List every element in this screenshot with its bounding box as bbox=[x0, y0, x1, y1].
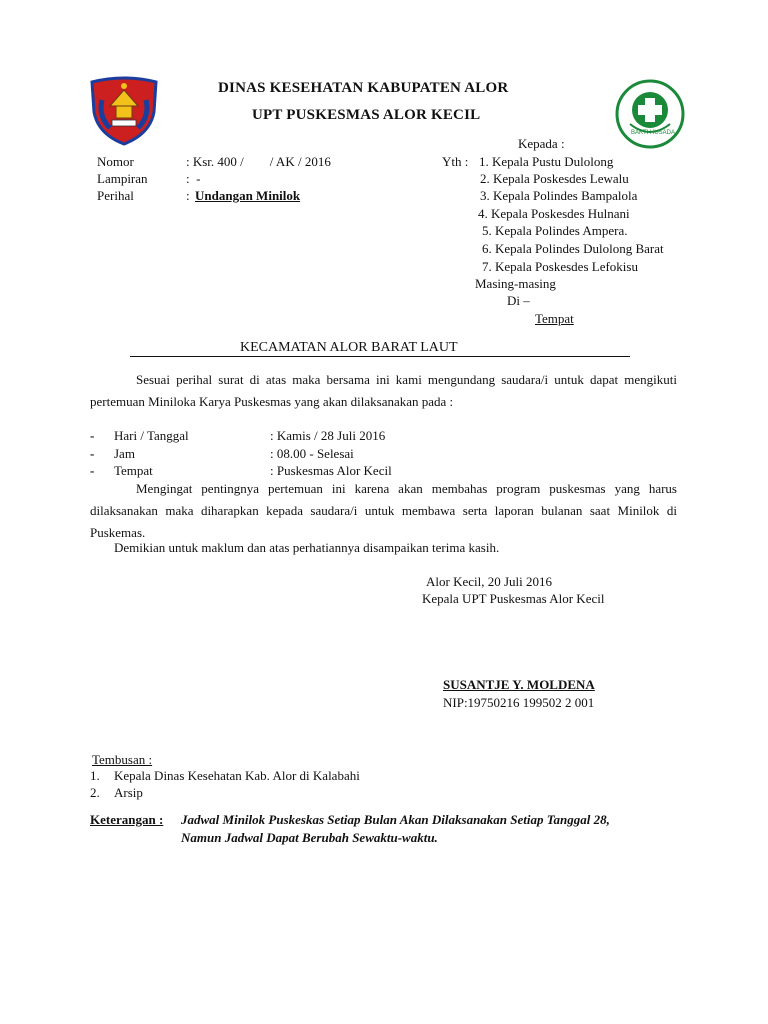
lampiran-label: Lampiran bbox=[97, 171, 148, 186]
detail-label-tempat: Tempat bbox=[114, 463, 153, 478]
signature-place-date: Alor Kecil, 20 Juli 2016 bbox=[426, 574, 553, 589]
regency-emblem-icon bbox=[88, 76, 160, 146]
lampiran-value: : - bbox=[186, 171, 201, 186]
body-paragraph-3: Demikian untuk maklum dan atas perhatiannya disampaikan terima kasih. bbox=[114, 540, 500, 555]
detail-label-jam: Jam bbox=[114, 446, 135, 461]
perihal-colon: : bbox=[186, 188, 190, 203]
signature-position: Kepala UPT Puskesmas Alor Kecil bbox=[422, 591, 605, 606]
recipient-item-4: 4. Kepala Poskesdes Hulnani bbox=[478, 206, 630, 221]
nomor-value: : Ksr. 400 / / AK / 2016 bbox=[186, 154, 331, 169]
body-paragraph-1-text: Sesuai perihal surat di atas maka bersama ini kami mengundang saudara/i untuk dapat mengikuti pertemuan Miniloka Karya Puskesmas yang akan dilaksanakan pada : bbox=[90, 372, 677, 409]
tembusan-item-2: Arsip bbox=[114, 785, 143, 800]
bakti-husada-logo-text: BAKTI HUSADA bbox=[631, 130, 676, 136]
kepada-label: Kepada : bbox=[518, 136, 565, 151]
detail-bullet-3: - bbox=[90, 463, 95, 478]
perihal-label: Perihal bbox=[97, 188, 134, 203]
keterangan-line2: Namun Jadwal Dapat Berubah Sewaktu-waktu. bbox=[181, 830, 438, 845]
detail-bullet-1: - bbox=[90, 428, 95, 443]
detail-value-jam: : 08.00 - Selesai bbox=[270, 446, 354, 461]
detail-bullet-2: - bbox=[90, 446, 95, 461]
perihal-value: Undangan Minilok bbox=[195, 188, 301, 203]
bakti-husada-logo-icon bbox=[614, 78, 686, 150]
tembusan-num-2: 2. bbox=[90, 785, 100, 800]
masing-masing: Masing-masing bbox=[475, 276, 556, 291]
tembusan-title: Tembusan : bbox=[92, 752, 153, 767]
body-paragraph-2 bbox=[90, 478, 677, 544]
recipient-item-7: 7. Kepala Poskesdes Lefokisu bbox=[482, 259, 638, 274]
detail-label-hari: Hari / Tanggal bbox=[114, 428, 189, 443]
tembusan-num-1: 1. bbox=[90, 768, 100, 783]
recipient-item-1: 1. Kepala Pustu Dulolong bbox=[479, 154, 614, 169]
signature-name: SUSANTJE Y. MOLDENA bbox=[443, 677, 595, 692]
kecamatan-heading: KECAMATAN ALOR BARAT LAUT bbox=[240, 340, 458, 355]
letterhead-line2: UPT PUSKESMAS ALOR KECIL bbox=[252, 107, 481, 123]
letterhead-line1: DINAS KESEHATAN KABUPATEN ALOR bbox=[218, 80, 509, 96]
tempat-label: Tempat bbox=[535, 311, 574, 326]
recipient-item-6: 6. Kepala Polindes Dulolong Barat bbox=[482, 241, 664, 256]
detail-value-hari: : Kamis / 28 Juli 2016 bbox=[270, 428, 386, 443]
body-paragraph-1 bbox=[90, 369, 677, 413]
recipient-item-2: 2. Kepala Poskesdes Lewalu bbox=[480, 171, 629, 186]
tembusan-item-1: Kepala Dinas Kesehatan Kab. Alor di Kalabahi bbox=[114, 768, 360, 783]
di-label: Di – bbox=[507, 293, 530, 308]
recipient-item-3: 3. Kepala Polindes Bampalola bbox=[480, 188, 638, 203]
yth-label: Yth : bbox=[442, 154, 469, 169]
keterangan-label: Keterangan : bbox=[90, 812, 164, 827]
keterangan-line1: Jadwal Minilok Puskeskas Setiap Bulan Akan Dilaksanakan Setiap Tanggal 28, bbox=[181, 812, 610, 827]
detail-value-tempat: : Puskesmas Alor Kecil bbox=[270, 463, 392, 478]
nomor-label: Nomor bbox=[97, 154, 134, 169]
recipient-item-5: 5. Kepala Polindes Ampera. bbox=[482, 223, 628, 238]
body-paragraph-2-text: Mengingat pentingnya pertemuan ini karena akan membahas program puskesmas yang harus dilaksanakan maka diharapkan kepada saudara/i untuk membawa serta laporan bulanan saat Minilok di Puskemas. bbox=[90, 481, 677, 540]
signature-nip: NIP:19750216 199502 2 001 bbox=[443, 695, 595, 710]
kecamatan-underline bbox=[130, 356, 630, 357]
